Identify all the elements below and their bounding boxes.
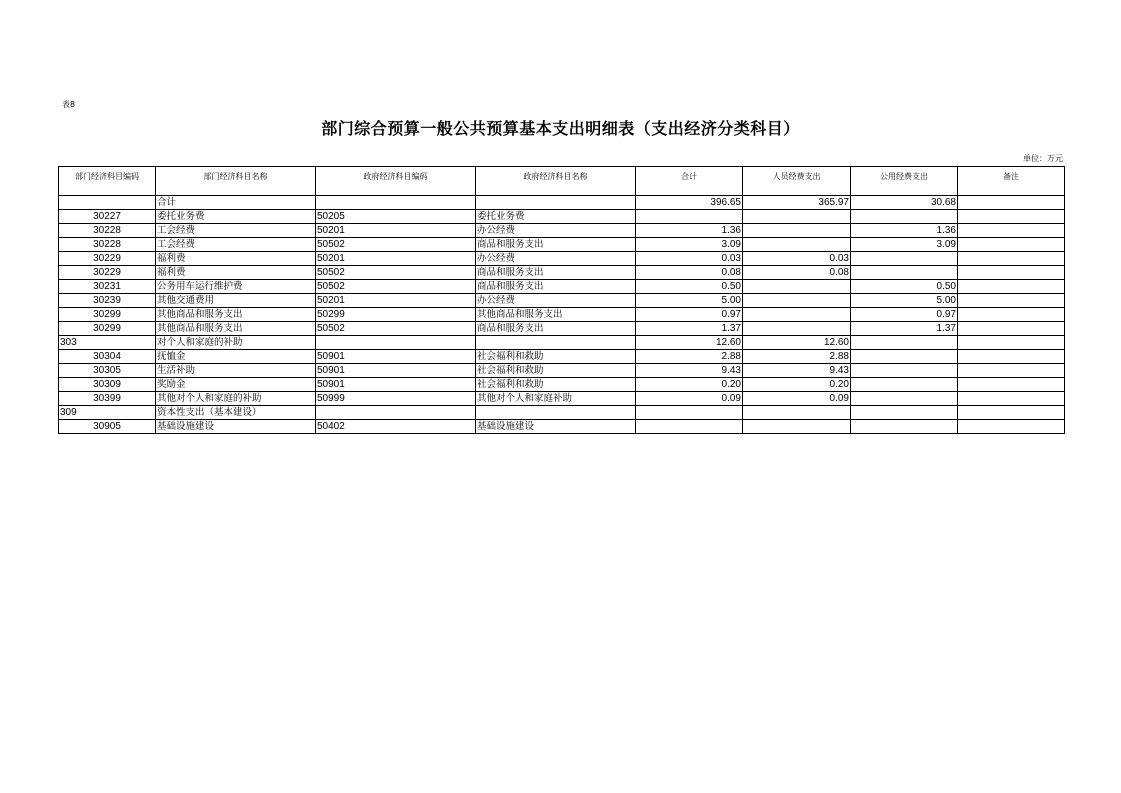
cell-dept-code: 30228 <box>59 238 156 252</box>
cell-dept-name: 其他商品和服务支出 <box>156 322 316 336</box>
cell-public: 1.37 <box>851 322 958 336</box>
cell-dept-code: 303 <box>59 336 156 350</box>
budget-detail-table <box>58 166 1065 434</box>
cell-public <box>851 252 958 266</box>
cell-gov-code <box>316 406 476 420</box>
cell-dept-code: 30305 <box>59 364 156 378</box>
cell-note <box>958 336 1065 350</box>
cell-public <box>851 350 958 364</box>
cell-gov-name: 办公经费 <box>476 224 636 238</box>
cell-dept-code: 30231 <box>59 280 156 294</box>
cell-public: 1.36 <box>851 224 958 238</box>
cell-public <box>851 378 958 392</box>
table-row <box>59 252 1065 266</box>
cell-note <box>958 252 1065 266</box>
cell-dept-code: 309 <box>59 406 156 420</box>
cell-public: 0.50 <box>851 280 958 294</box>
cell-gov-code: 50901 <box>316 378 476 392</box>
cell-gov-code: 50901 <box>316 350 476 364</box>
cell-total: 0.09 <box>636 392 743 406</box>
cell-total: 5.00 <box>636 294 743 308</box>
cell-personnel <box>743 420 851 434</box>
table-row <box>59 266 1065 280</box>
cell-total: 9.43 <box>636 364 743 378</box>
cell-dept-code: 30228 <box>59 224 156 238</box>
cell-gov-code: 50999 <box>316 392 476 406</box>
header-public: 公用经费支出 <box>851 167 958 196</box>
cell-total: 0.08 <box>636 266 743 280</box>
cell-total <box>636 420 743 434</box>
cell-dept-name: 生活补助 <box>156 364 316 378</box>
cell-total <box>636 406 743 420</box>
cell-note <box>958 322 1065 336</box>
cell-note <box>958 392 1065 406</box>
table-row <box>59 420 1065 434</box>
table-header-row <box>59 167 1065 196</box>
cell-note <box>958 378 1065 392</box>
cell-personnel: 0.03 <box>743 252 851 266</box>
cell-total: 0.97 <box>636 308 743 322</box>
cell-dept-name: 基础设施建设 <box>156 420 316 434</box>
header-total: 合计 <box>636 167 743 196</box>
cell-public: 30.68 <box>851 196 958 210</box>
cell-personnel <box>743 210 851 224</box>
table-row <box>59 280 1065 294</box>
cell-personnel: 0.09 <box>743 392 851 406</box>
cell-public: 3.09 <box>851 238 958 252</box>
table-row <box>59 210 1065 224</box>
table-row <box>59 322 1065 336</box>
cell-dept-code: 30309 <box>59 378 156 392</box>
table-row <box>59 350 1065 364</box>
header-personnel: 人员经费支出 <box>743 167 851 196</box>
cell-gov-code: 50502 <box>316 266 476 280</box>
table-row <box>59 238 1065 252</box>
header-dept-code: 部门经济科目编码 <box>59 167 156 196</box>
cell-dept-code: 30299 <box>59 308 156 322</box>
cell-dept-name: 委托业务费 <box>156 210 316 224</box>
cell-note <box>958 420 1065 434</box>
cell-dept-code: 30299 <box>59 322 156 336</box>
cell-dept-code: 30399 <box>59 392 156 406</box>
cell-total: 12.60 <box>636 336 743 350</box>
cell-gov-name: 社会福利和救助 <box>476 364 636 378</box>
cell-dept-code: 30229 <box>59 266 156 280</box>
header-gov-code: 政府经济科目编码 <box>316 167 476 196</box>
cell-dept-name: 合计 <box>156 196 316 210</box>
cell-note <box>958 308 1065 322</box>
cell-public <box>851 336 958 350</box>
cell-gov-code <box>316 196 476 210</box>
cell-gov-code: 50205 <box>316 210 476 224</box>
cell-note <box>958 266 1065 280</box>
page-title: 部门综合预算一般公共预算基本支出明细表（支出经济分类科目） <box>321 119 800 138</box>
cell-gov-name <box>476 336 636 350</box>
cell-total: 0.03 <box>636 252 743 266</box>
table-row <box>59 392 1065 406</box>
cell-gov-code: 50901 <box>316 364 476 378</box>
cell-note <box>958 406 1065 420</box>
header-note: 备注 <box>958 167 1065 196</box>
cell-note <box>958 238 1065 252</box>
cell-public <box>851 420 958 434</box>
cell-personnel: 9.43 <box>743 364 851 378</box>
cell-dept-name: 工会经费 <box>156 224 316 238</box>
cell-total <box>636 210 743 224</box>
cell-personnel <box>743 280 851 294</box>
cell-gov-name <box>476 406 636 420</box>
table-row <box>59 196 1065 210</box>
cell-dept-code: 30905 <box>59 420 156 434</box>
cell-total: 1.36 <box>636 224 743 238</box>
cell-note <box>958 364 1065 378</box>
cell-gov-code: 50402 <box>316 420 476 434</box>
cell-dept-name: 工会经费 <box>156 238 316 252</box>
table-row <box>59 224 1065 238</box>
cell-public <box>851 392 958 406</box>
cell-gov-name: 商品和服务支出 <box>476 266 636 280</box>
cell-gov-name: 办公经费 <box>476 252 636 266</box>
cell-personnel <box>743 224 851 238</box>
cell-public <box>851 364 958 378</box>
table-row <box>59 294 1065 308</box>
cell-dept-name: 福利费 <box>156 252 316 266</box>
cell-dept-code: 30229 <box>59 252 156 266</box>
cell-gov-name: 社会福利和救助 <box>476 350 636 364</box>
cell-gov-code: 50299 <box>316 308 476 322</box>
cell-personnel <box>743 322 851 336</box>
cell-public <box>851 266 958 280</box>
cell-total: 0.50 <box>636 280 743 294</box>
cell-gov-name: 商品和服务支出 <box>476 238 636 252</box>
cell-public <box>851 210 958 224</box>
cell-personnel <box>743 294 851 308</box>
cell-total: 2.88 <box>636 350 743 364</box>
cell-personnel: 365.97 <box>743 196 851 210</box>
cell-gov-code: 50502 <box>316 322 476 336</box>
cell-gov-name: 其他对个人和家庭补助 <box>476 392 636 406</box>
cell-note <box>958 294 1065 308</box>
cell-note <box>958 280 1065 294</box>
cell-note <box>958 224 1065 238</box>
cell-gov-code: 50201 <box>316 224 476 238</box>
table-row <box>59 336 1065 350</box>
cell-gov-name: 委托业务费 <box>476 210 636 224</box>
cell-dept-name: 公务用车运行维护费 <box>156 280 316 294</box>
cell-gov-name: 基础设施建设 <box>476 420 636 434</box>
cell-dept-code: 30239 <box>59 294 156 308</box>
cell-dept-name: 其他对个人和家庭的补助 <box>156 392 316 406</box>
cell-dept-name: 资本性支出（基本建设） <box>156 406 316 420</box>
cell-total: 396.65 <box>636 196 743 210</box>
cell-total: 3.09 <box>636 238 743 252</box>
cell-gov-code: 50201 <box>316 294 476 308</box>
cell-gov-code: 50201 <box>316 252 476 266</box>
cell-total: 0.20 <box>636 378 743 392</box>
cell-dept-code <box>59 196 156 210</box>
table-row <box>59 378 1065 392</box>
cell-dept-name: 抚恤金 <box>156 350 316 364</box>
cell-personnel <box>743 308 851 322</box>
cell-personnel: 12.60 <box>743 336 851 350</box>
cell-personnel <box>743 238 851 252</box>
cell-personnel: 0.20 <box>743 378 851 392</box>
cell-dept-name: 对个人和家庭的补助 <box>156 336 316 350</box>
unit-label: 单位：万元 <box>1023 154 1063 163</box>
table-body <box>59 196 1065 434</box>
cell-dept-code: 30304 <box>59 350 156 364</box>
table-row <box>59 406 1065 420</box>
cell-gov-name <box>476 196 636 210</box>
cell-dept-name: 福利费 <box>156 266 316 280</box>
cell-personnel <box>743 406 851 420</box>
cell-gov-name: 其他商品和服务支出 <box>476 308 636 322</box>
header-gov-name: 政府经济科目名称 <box>476 167 636 196</box>
cell-public <box>851 406 958 420</box>
cell-dept-name: 奖励金 <box>156 378 316 392</box>
cell-gov-code: 50502 <box>316 238 476 252</box>
cell-note <box>958 210 1065 224</box>
cell-gov-name: 办公经费 <box>476 294 636 308</box>
cell-personnel: 0.08 <box>743 266 851 280</box>
cell-gov-name: 商品和服务支出 <box>476 280 636 294</box>
cell-personnel: 2.88 <box>743 350 851 364</box>
table-row <box>59 364 1065 378</box>
cell-public: 5.00 <box>851 294 958 308</box>
cell-dept-code: 30227 <box>59 210 156 224</box>
table-row <box>59 308 1065 322</box>
cell-note <box>958 196 1065 210</box>
cell-gov-code: 50502 <box>316 280 476 294</box>
cell-gov-name: 社会福利和救助 <box>476 378 636 392</box>
cell-dept-name: 其他商品和服务支出 <box>156 308 316 322</box>
cell-note <box>958 350 1065 364</box>
table-number: 表8 <box>62 100 76 109</box>
cell-total: 1.37 <box>636 322 743 336</box>
cell-dept-name: 其他交通费用 <box>156 294 316 308</box>
header-dept-name: 部门经济科目名称 <box>156 167 316 196</box>
cell-gov-name: 商品和服务支出 <box>476 322 636 336</box>
cell-gov-code <box>316 336 476 350</box>
cell-public: 0.97 <box>851 308 958 322</box>
